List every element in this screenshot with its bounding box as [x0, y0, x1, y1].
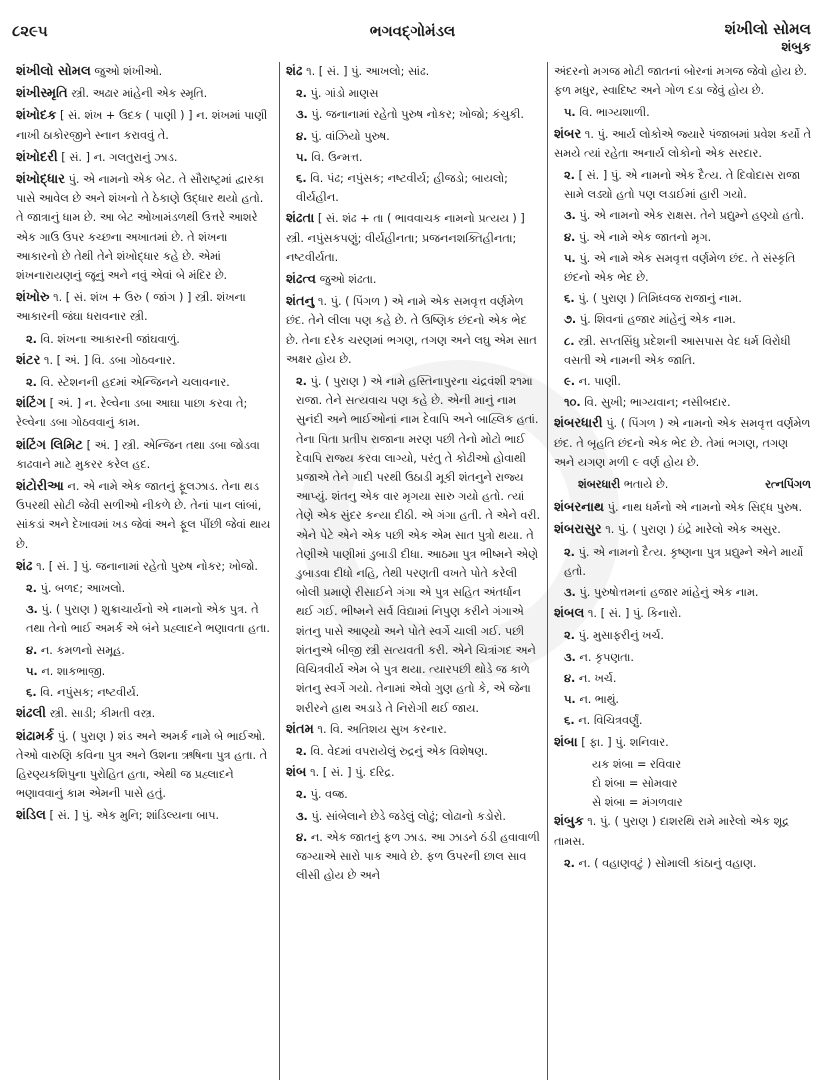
entry-sense	[286, 148, 541, 167]
entry-headword: શંબરનાથ	[554, 500, 605, 516]
guide-word-first: શંખીલો સોમલ	[724, 20, 811, 38]
dictionary-entry	[16, 477, 273, 554]
sense-text: ન. વિચિત્રવર્ણું.	[578, 714, 643, 728]
entry-definition: ૧. પું. ( પુરાણ ) દાશરથિ રામે મારેલો એક શૂદ્ર તામસ.	[554, 815, 789, 848]
entry-sense	[16, 662, 273, 681]
entry-headword: શંખોદ્ધાર	[16, 172, 65, 188]
entry-headword: શંખીસ્મૃતિ	[16, 86, 68, 102]
entry-equation: યક શંબા = રવિવાર	[592, 757, 682, 771]
dictionary-entry	[16, 557, 273, 576]
entry-sense	[286, 84, 541, 103]
sense-text: સ્ત્રી. સપ્તસિંધુ પ્રદેશની આસપાસ વેદ ધર્મ વિરોધી વસતી એ નામની એક જાતિ.	[564, 334, 791, 367]
entry-sense	[554, 711, 811, 730]
sense-number: ૩.	[296, 108, 308, 122]
book-title: ભગવદ્ગોમંડલ	[369, 22, 456, 40]
dictionary-entry	[286, 763, 541, 782]
entry-sense	[554, 583, 811, 602]
entry-sense	[286, 372, 541, 718]
entry-definition: ૧. પું. આર્ય લોકોએ જ્યારે પંજાબમાં પ્રવેશ કર્યો તે સમયે ત્યાં રહેતા અનાર્ય લોકોનો એક સરદાર.	[554, 127, 811, 160]
note-source: રત્નપિંગળ	[765, 478, 811, 492]
sense-text: પું. વજ્ર.	[310, 788, 348, 802]
entry-headword: શંબા	[554, 734, 578, 750]
page-header	[0, 0, 825, 58]
entry-headword: શંબલ	[554, 606, 585, 622]
entry-definition: ૧. [ સં. શંખ + ઉરુ ( જાંગ ) ] સ્ત્રી. શંખના આકારની જંઘા ધરાવનાર સ્ત્રી.	[16, 291, 246, 324]
entry-sense	[554, 103, 811, 122]
dictionary-entry	[16, 727, 273, 804]
dictionary-entry	[16, 106, 273, 144]
entry-sense	[286, 828, 541, 886]
sense-text: ન. ( વહાણવટું ) સોમાલી કાંઠાનું વહાણ.	[578, 856, 757, 870]
entry-sense	[16, 683, 273, 702]
sense-text: પું. એ નામે એક સમવૃત્ત વર્ણમેળ છંદ. તે સંસ્કૃતિ છંદનો એક ભેદ છે.	[564, 251, 796, 285]
sense-number: ૨.	[26, 332, 37, 346]
dictionary-entry	[286, 209, 541, 267]
entry-sense	[286, 169, 541, 207]
entry-headword: શંઢ	[16, 558, 33, 574]
dictionary-entry	[554, 62, 811, 100]
sense-number: ૨.	[564, 856, 575, 870]
column-left	[10, 62, 279, 1080]
sense-text: પું. ( પુરાણ ) શુક્રાચાર્યનો એ નામનો એક પુત્ર. તે તથા તેનો ભાઈ અમર્ક એ બંને પ્રહ્લાદને ભણાવતા હતા.	[26, 603, 270, 636]
sense-text: પું. જનાનામાં રહેતો પુરુષ નોકર; ખોજો; કંચુકી.	[311, 108, 524, 122]
sense-text: વિ. ઉન્મત્ત.	[311, 150, 363, 164]
sense-text: વિ. ભાગ્યશાળી.	[579, 106, 650, 120]
dictionary-entry	[16, 148, 273, 167]
sense-number: ૬.	[296, 172, 307, 186]
entry-sense	[554, 626, 811, 645]
sense-text: પું. એ નામનો એક રાક્ષસ. તેને પ્રદ્યુમ્ને હણ્યો હતો.	[579, 209, 805, 223]
sense-text: ન. એક જાતનું ફળ ઝાડ. આ ઝાડને ઠંડી હવાવાળી જગ્યાએ સારો પાક આવે છે. ફળ ઉપરની છાલ સાવ લીસી હોય છે અને	[296, 830, 540, 883]
page-number: ૮૨૯૫	[12, 22, 48, 40]
entry-sense	[16, 579, 273, 598]
entry-sense	[286, 105, 541, 124]
entry-headword: શંબરધારી	[554, 416, 603, 432]
column-right	[548, 62, 817, 1080]
entry-sense	[554, 648, 811, 667]
entry-definition: [ સં. શંખ + ઉદક ( પાણી ) ] ન. શંખમાં પાણી નાખી ઠાકોરજીને સ્નાન કરાવવું તે.	[16, 109, 268, 142]
entry-headword: શંતનુ	[286, 294, 315, 310]
entry-headword: શંઢત્વ	[286, 272, 317, 288]
sense-number: ૨.	[564, 545, 575, 559]
sense-number: ૪.	[296, 129, 308, 143]
dictionary-entry	[16, 351, 273, 370]
dictionary-entry	[16, 436, 273, 474]
entry-definition: [ અં. ] સ્ત્રી. એન્જિન તથા ડબા જોડવા કાઢવાને માટે મુકરર કરેલ હદ.	[16, 438, 260, 471]
dictionary-entry	[16, 394, 273, 432]
entry-headword: શંઢ	[286, 64, 303, 79]
entry-definition: અંદરનો મગજ મોટી જાતનાં બોરનાં મગજ જેવો હોય છે. ફળ મધુર, સ્વાદિષ્ટ અને ગોળ દડા જેવું હોય છે.	[554, 65, 808, 98]
entry-definition: ૧. [ સં. ] પું. આખલો; સાંઢ.	[306, 65, 430, 78]
entry-sense	[554, 206, 811, 225]
dictionary-entry	[554, 812, 811, 850]
sense-text: વિ. શંખના આકારની જાંઘવાળું.	[40, 332, 180, 346]
guide-word-last: શંબુક	[781, 40, 811, 55]
sense-number: ૪.	[296, 830, 308, 844]
entry-sense	[554, 854, 811, 873]
dictionary-entry	[554, 733, 811, 752]
entry-definition: પું. ( પિંગળ ) એ નામનો એક સમવૃત્ત વર્ણમેળ છંદ. તે બૃહતિ છંદનો એક ભેદ છે. તેમાં ભગણ, તગણ અને યગણ મળી ૯ વર્ણ હોય છે.	[554, 417, 811, 469]
entry-sense	[554, 393, 811, 412]
dictionary-entry	[554, 498, 811, 517]
sense-text: પું. સાંબેલાને છેડે જડેલું લોઢું; લોઢાનો કડોરો.	[311, 809, 506, 823]
dictionary-entry	[286, 292, 541, 369]
dictionary-entry	[16, 704, 273, 723]
entry-sense	[16, 330, 273, 349]
entry-definition: ૧. [ સં. ] પું. જનાનામાં રહેતો પુરુષ નોકર; ખોજો.	[36, 559, 258, 573]
entry-sense	[554, 289, 811, 308]
sense-number: ૫.	[26, 664, 38, 678]
sense-number: ૪.	[564, 230, 576, 244]
sense-number: ૩.	[564, 650, 576, 664]
entry-sense	[16, 641, 273, 660]
sense-number: ૧૦.	[564, 396, 581, 410]
sense-number: ૬.	[564, 292, 575, 306]
sense-number: ૩.	[564, 209, 576, 223]
sense-number: ૫.	[564, 106, 576, 120]
entry-definition: જુઓ શંઢતા.	[319, 273, 377, 287]
sense-text: ન. કમળનો સમૂહ.	[40, 643, 125, 657]
entry-headword: શંખોરુ	[16, 290, 50, 306]
sense-number: ૪.	[26, 643, 38, 657]
dictionary-entry	[554, 414, 811, 472]
entry-sense	[554, 543, 811, 581]
sense-text: પું. ( પુરાણ ) તિમિધ્વજ રાજાનું નામ.	[578, 292, 742, 306]
entry-definition: [ ફા. ] પું. શનિવાર.	[581, 735, 669, 749]
sense-number: ૪.	[564, 671, 576, 685]
dictionary-entry	[16, 288, 273, 326]
entry-sense	[554, 310, 811, 329]
entry-headword: શંતમ	[286, 721, 314, 737]
entry-headword: શંટિંગ લિમિટ	[16, 437, 83, 453]
note-headword: શંબરધારી	[578, 478, 621, 492]
sense-number: ૨.	[296, 788, 307, 802]
sense-text: પું. ( પુરાણ ) એ નામે હસ્તિનાપુરના ચંદ્રવંશી ૨૧મા રાજા. તેને સત્યવાચ પણ કહે છે. એની માનું નામ સુનંદી અને ભાઈઓનાં નામ દેવાપિ અને બાહ્લિક હતાં. તેના પિતા પ્રતીપ રાજાના મરણ પછી તેનો મોટો ભાઈ દેવાપિ રાજ્ય કરવા લાગ્યો, પરંતુ તે કોઢીઓ હોવાથી પ્રજાએ તેને ગાદી પરથી ઉઠાડી મૂકી શંતનુને રાજ્ય આપ્યું. શંતનુ એક વાર મૃગયા સારુ ગયો હતો. ત્યાં તેણે એક સુંદર કન્યા દીઠી. એ ગંગા હતી. તે એને વરી. એને પેટે એને એક પછી એક એમ સાત પુત્રો થયા. તે તેણીએ પાણીમાં ડુબાડી દીધા. આઠમા પુત્ર ભીષ્મને એણે ડુબાડવા દીધો નહિ, તેથી પરણતી વખતે પોતે કરેલી બોલી પ્રમાણે રીસાઈને ગંગા એ પુત્ર સહિત અંતર્ધાન થઈ ગઈ. ભીષ્મને સર્વ વિદ્યામાં નિપુણ કરીને ગંગાએ શંતનુ પાસે આણ્યો અને પોતે સ્વર્ગે ચાલી ગઈ. પછી શંતનુએ બીજી સ્ત્રી સત્યવતી કરી. એને ચિત્રાંગદ અને વિચિત્રવીર્ય એમ બે પુત્ર થયા. ત્યારપછી થોડે જ કાળે શંતનુ સ્વર્ગે ગયો. તેનામાં એવો ગુણ હતો કે, એ જેના શરીરને હાથ અડાડે તે નિરોગી થઈ જાય.	[296, 375, 541, 715]
entry-headword: શંખોદક	[16, 108, 57, 124]
dictionary-entry	[554, 520, 811, 539]
sense-text: પું. ગાંડો માણસ	[310, 87, 379, 101]
sense-number: ૫.	[296, 150, 308, 164]
entry-definition: [ સં. ] પું. એક મુનિ; શાંડિલ્યના બાપ.	[49, 809, 220, 823]
entry-sense	[16, 600, 273, 638]
sense-number: ૨.	[296, 744, 307, 758]
entry-headword: શંઢતા	[286, 211, 315, 227]
entry-sense	[554, 249, 811, 287]
entry-definition: સ્ત્રી. અઢાર માંહેની એક સ્મૃતિ.	[71, 87, 208, 101]
note-text: ભતાયે છે.	[623, 478, 669, 492]
entry-sense	[554, 166, 811, 204]
entry-sense	[286, 807, 541, 826]
sense-text: [ સં. ] પું. એ નામનો એક દૈત્ય. તે દિવોદાસ રાજા સામે લડ્યો હતો પણ લડાઈમાં હારી ગયો.	[564, 169, 801, 202]
dictionary-entry	[16, 84, 273, 103]
column-middle	[279, 62, 548, 1080]
entry-equation: સે શંબા = મંગળવાર	[592, 796, 683, 810]
entry-headword: શંઢલી	[16, 706, 47, 722]
sense-number: ૯.	[564, 375, 575, 389]
sense-text: ન. ખર્ચ.	[578, 671, 617, 685]
sense-text: ન. કૃપણતા.	[579, 650, 635, 664]
sense-text: ન. શાકભાજી.	[41, 664, 106, 678]
entry-definition: જુઓ શંખીઓ.	[94, 65, 163, 78]
entry-headword: શંબરાસુર	[554, 522, 602, 538]
sense-text: વિ. વેદમાં વપરાયેલું રુદ્રનું એક વિશેષણ.	[310, 744, 488, 758]
entry-definition: પું. ( પુરાણ ) શંડ અને અમર્ક નામે બે ભાઈઓ. તેઓ વારુણિ કવિના પુત્ર અને ઉશના ઋષિના પુત્ર હતા. તે હિરણ્યકશિપુના પુરોહિત હતા, એથી જ પ્રહ્લાદને ભણાવવાનું કામ એમની પાસે હતું.	[16, 729, 268, 801]
entry-headword: શંટર	[16, 352, 41, 368]
entry-sense	[554, 669, 811, 688]
dictionary-entry	[16, 62, 273, 81]
entry-headword: શંડિલ	[16, 808, 46, 824]
sense-number: ૩.	[564, 586, 576, 600]
sense-number: ૨.	[564, 629, 575, 643]
sense-text: પું. મુસાફરીનું ખર્ચ.	[578, 629, 664, 643]
entry-headword: શંટોરીઆ	[16, 479, 64, 495]
dictionary-entry	[554, 604, 811, 623]
entry-definition: ૧. પું. ( પિંગળ ) એ નામે એક સમવૃત્ત વર્ણમેળ છંદ. તેને લીલા પણ કહે છે. તે ઉષ્ણિક છંદનો એક ભેદ છે. તેના દરેક ચરણમાં ભગણ, તગણ અને લઘુ એમ સાત અક્ષર હોય છે.	[286, 295, 537, 366]
entry-definition: પું. એ નામનો એક બેટ. તે સૌરાષ્ટ્રમાં દ્વારકા પાસે આવેલ છે અને શંખનો તે ઠેકાણે ઉદ્ધાર થયો હતો. તે જાત્રાનું ધામ છે. આ બેટ ઓખામંડળથી ઉત્તરે આશરે એક ગાઉ ઉપર કચ્છના અખાતમાં છે. તે શંખના આકારનો છે તેથી તેને શંખોદ્ધાર કહે છે. એમાં શંખનારાયણનું જૂનું અને નવું એવાં બે મંદિર છે.	[16, 173, 264, 283]
entry-definition: [ સં. ] ન. ગલતુરાનું ઝાડ.	[61, 150, 178, 164]
entry-headword: શંખોદરી	[16, 149, 58, 165]
entry-sense	[554, 690, 811, 709]
sense-text: પું. પુરુષોત્તમનાં હજાર માંહેનું એક નામ.	[579, 586, 759, 600]
dictionary-entry	[16, 170, 273, 285]
sense-text: વિ. સુખી; ભાગ્યવાન; નસીબદાર.	[584, 396, 731, 410]
entry-definition: [ અં. ] ન. રેલ્વેના ડબા આઘા પાછા કરવા તે; રેલ્વેના ડબા ગોઠવવાનું કામ.	[16, 397, 248, 430]
entry-headword: શંખીલો સોમલ	[16, 64, 91, 79]
sense-number: ૫.	[564, 693, 576, 707]
entry-sense	[286, 742, 541, 761]
sense-number: ૭.	[564, 313, 577, 327]
dictionary-entry	[554, 125, 811, 163]
entry-sense	[554, 332, 811, 370]
entry-definition: ન. એ નામે એક જાતનું ફૂલઝાડ. તેના થડ ઉપરથી સોટી જેવી સળીઓ નીકળે છે. તેનાં પાન લાંબાં, સાંકડાં અને દેખાવમાં ખડ જેવાં અને ફૂલ પીંછી જેવાં થાય છે.	[16, 480, 271, 551]
dictionary-columns	[10, 62, 818, 1080]
entry-sense	[554, 228, 811, 247]
sense-number: ૮.	[564, 334, 575, 348]
sense-number: ૩.	[26, 603, 38, 617]
entry-note	[554, 475, 811, 494]
entry-headword: શંબુક	[554, 814, 584, 830]
sense-text: પું. એ નામનો દૈત્ય. કૃષ્ણના પુત્ર પ્રદ્યુમ્ને એને માર્યો હતો.	[564, 545, 804, 578]
entry-definition: [ સં. શંઢ + તા ( ભાવવાચક નામનો પ્રત્યય ) ] સ્ત્રી. નપુંસકપણું; વીર્યહીનતા; પ્રજનનશક્તિહીનતા; નષ્ટવીર્યતા.	[286, 212, 525, 264]
entry-headword: શંબ	[286, 765, 307, 781]
entry-headword: શંટિંગ	[16, 396, 47, 412]
sense-text: પું. શિવનાં હજાર માંહેનું એક નામ.	[579, 313, 736, 327]
sense-number: ૩.	[296, 809, 308, 823]
entry-definition: ૧. [ સં. ] પું. દરિદ્ર.	[310, 766, 395, 780]
entry-definition: ૧. વિ. અતિશય સુખ કરનાર.	[317, 722, 447, 736]
entry-sense	[16, 373, 273, 392]
sense-text: પું. એ નામે એક જાતનો મૃગ.	[578, 230, 712, 244]
dictionary-entry	[286, 720, 541, 739]
entry-definition: પું. નાથ ધર્મનો એ નામનો એક સિદ્ધ પુરુષ.	[607, 501, 803, 515]
sense-text: વિ. પંઢ; નપુંસક; નષ્ટવીર્ય; હીજડો; બાયલો; વીર્યહીન.	[296, 172, 508, 205]
sense-text: પું. વાંઝિયો પુરુષ.	[310, 129, 390, 143]
dictionary-entry	[286, 270, 541, 289]
entry-sense	[554, 372, 811, 391]
entry-definition: ૧. [ સં. ] પું. કિનારો.	[587, 607, 682, 621]
entry-headword: શંઢામર્ક	[16, 728, 55, 744]
sense-number: ૨.	[26, 376, 37, 390]
sense-text: વિ. નપુંસક; નષ્ટવીર્ય.	[40, 686, 140, 700]
dictionary-entry	[16, 806, 273, 825]
sense-number: ૨.	[564, 169, 575, 183]
entry-definition: સ્ત્રી. સાડી; કીમતી વસ્ત્ર.	[49, 707, 156, 721]
entry-sense	[286, 127, 541, 146]
entry-equation: દો શંબા = સોમવાર	[592, 776, 678, 790]
sense-text: પું. બળદ; આખલો.	[40, 582, 126, 596]
sense-number: ૫.	[564, 251, 576, 265]
sense-number: ૨.	[26, 582, 37, 596]
sense-text: ન. પાણી.	[578, 375, 621, 389]
sense-number: ૨.	[296, 87, 307, 101]
sense-text: વિ. સ્ટેશનની હદમાં એન્જિનને ચલાવનાર.	[40, 376, 230, 390]
dictionary-entry	[286, 62, 541, 81]
entry-sense	[286, 785, 541, 804]
sense-number: ૬.	[564, 714, 575, 728]
entry-definition: ૧. [ અં. ] વિ. ડબા ગોઠવનાર.	[43, 353, 176, 367]
entry-definition: ૧. પું. ( પુરાણ ) ઇંદ્રે મારેલો એક અસુર.	[605, 523, 781, 537]
entry-headword: શંબર	[554, 126, 582, 142]
sense-number: ૬.	[26, 686, 37, 700]
sense-text: ન. ભાથું.	[579, 693, 619, 707]
sense-number: ૨.	[296, 375, 307, 389]
